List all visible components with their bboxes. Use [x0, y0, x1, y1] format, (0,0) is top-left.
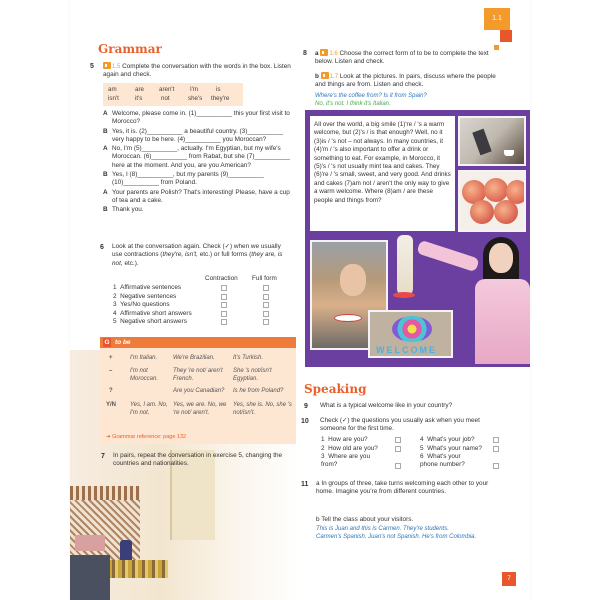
instruction-text: Choose the correct form of to be to complete the text below. Listen and check. [315, 50, 489, 66]
question-checkbox[interactable] [395, 437, 401, 443]
face [489, 243, 513, 273]
instruction-text: Look at the pictures. In pairs, discuss where the people and things are from. Listen and check. [315, 73, 496, 89]
word: she's [188, 95, 203, 102]
word: is [216, 86, 221, 93]
textbook-page [70, 0, 530, 600]
example-sentence-2: Carmen's Spanish. Juan's not Spanish. He's from Colombia. [316, 534, 477, 540]
woman-with-garland-photo [445, 235, 530, 367]
word: I'm [190, 86, 199, 93]
line-text[interactable]: No, I'm (5)__________, actually. I'm Egyptian, but my wife's Moroccan. (6)__________ from Rabat, but she (7)__________ here at the moment. And you, are you American? [112, 145, 290, 169]
item-number: 6 [420, 453, 424, 460]
part-label: a [315, 50, 319, 57]
question-checkbox[interactable] [493, 437, 499, 443]
question-item [321, 453, 373, 470]
row-symbol: + [109, 355, 113, 361]
apples-photo [458, 170, 526, 232]
full-form-checkbox[interactable] [263, 319, 269, 325]
question-item [420, 445, 482, 453]
word: isn't [108, 95, 119, 102]
garland-flower [393, 292, 415, 298]
example: Yes, she is. No, she 's not/isn't. [233, 402, 292, 416]
full-form-checkbox[interactable] [263, 302, 269, 308]
reading-text-box [310, 116, 455, 231]
row-symbol: ? [109, 388, 113, 394]
rangoli-text: WELCOME [376, 345, 437, 355]
example: We're Brazilian. [173, 355, 215, 361]
badge-decor-square [500, 30, 512, 42]
text: etc.) or full forms ( [197, 251, 252, 259]
row-label: Affirmative short answers [120, 309, 192, 317]
dialogue-line [103, 145, 293, 170]
exercise-11a: a In groups of three, take turns welcoming each other to your home. Imagine you're from different countries. [316, 480, 489, 496]
grammar-box [100, 337, 296, 444]
speaking-heading: Speaking [304, 382, 367, 396]
exercise-11b: b Tell the class about your visitors. [316, 516, 414, 523]
example-sentence-1: This is Juan and this is Carmen. They're students. [316, 526, 449, 532]
exercise-10-instruction: Check (✓) the questions you usually ask when you meet someone for the first time. [320, 417, 480, 433]
reading-text[interactable]: All over the world, a big smile (1)'re / 's a warm welcome, but (2)'s / is that enough? Well, no it (3)is / 's not – not always. In many countries, it (4)'m / 's also important to offer a drink or something to eat. For example, in Morocco, it (5)'s / 's not usually mint tea and cakes. They (6)'re / 's small, sweet, and very good. And drinks and cakes (7)am not / aren't the only way to give a warm welcome. Where (8)am / are these people and things from? [314, 121, 451, 204]
ex6-rows [113, 284, 283, 327]
full-form-checkbox[interactable] [263, 294, 269, 300]
dialogue-line [103, 171, 293, 188]
garland [397, 235, 413, 295]
exercise-8b [315, 72, 500, 90]
page-number: 7 [502, 572, 516, 586]
exercise-9-number: 9 [304, 403, 308, 410]
item-text: What's your phone number? [420, 453, 465, 469]
ex6-row [113, 293, 283, 302]
question-checkbox[interactable] [493, 463, 499, 469]
coffee-pot [472, 129, 491, 156]
reading-panel [305, 110, 530, 367]
row-number: 4 [113, 309, 117, 317]
example: Yes, we are. No, we 're not/ aren't. [173, 402, 227, 416]
contraction-checkbox[interactable] [221, 285, 227, 291]
row-number: 3 [113, 301, 117, 309]
exercise-8-number: 8 [303, 50, 307, 57]
track-number: 1.7 [329, 74, 339, 80]
line-text[interactable]: Welcome, please come in. (1)__________ this your first visit to Morocco? [112, 110, 290, 126]
apple [494, 200, 518, 224]
example: Yes, I am. No, I'm not. [130, 402, 168, 416]
speaker: A [103, 110, 108, 117]
row-number: 2 [113, 292, 117, 300]
coffee-pot-photo [458, 116, 526, 166]
text: they are, is not, [112, 251, 283, 267]
track-number: 1.6 [329, 51, 338, 57]
column-header-full-form: Full form [252, 275, 277, 282]
exercise-6-number: 6 [100, 244, 104, 251]
word: it's [135, 95, 143, 102]
grammar-box-header [100, 337, 296, 348]
speaker: A [103, 188, 108, 196]
exercise-8a [315, 49, 500, 67]
example: Is he from Poland? [233, 388, 284, 394]
item-number: 4 [420, 436, 424, 443]
ex6-row [113, 284, 283, 293]
audio-icon[interactable] [103, 62, 111, 69]
example-question: Where's the coffee from? Is it from Spain? [315, 93, 427, 99]
cushion-striped [108, 560, 168, 578]
full-form-checkbox[interactable] [263, 285, 269, 291]
question-checkbox[interactable] [493, 446, 499, 452]
audio-icon[interactable] [321, 72, 329, 79]
ex6-row [113, 310, 283, 319]
example: Are you Canadian? [173, 388, 225, 394]
unit-badge-label: 1.1 [492, 15, 502, 22]
full-form-checkbox[interactable] [263, 311, 269, 317]
example-answer: No, it's not. I think it's Italian. [315, 101, 391, 107]
ex6-row [113, 318, 283, 327]
question-checkbox[interactable] [395, 463, 401, 469]
item-text: How old are you? [328, 444, 378, 452]
lattice-top [70, 486, 140, 500]
word: aren't [159, 86, 175, 93]
grammar-reference-link[interactable]: ➔ Grammar reference: page 132 [106, 434, 187, 440]
line-text: Your parents are Polish? That's interesting! Please, have a cup of tea and a cake. [112, 188, 290, 204]
dialogue [103, 110, 293, 215]
item-text: What's your name? [427, 444, 482, 452]
apple [484, 178, 508, 202]
exercise-5-number: 5 [90, 63, 94, 70]
row-symbol: – [109, 368, 113, 374]
instruction-text: Complete the conversation with the words in the box. Listen again and check. [103, 63, 291, 79]
row-label: Yes/No questions [120, 301, 170, 309]
face [340, 264, 366, 296]
row-number: 1 [113, 284, 117, 291]
exercise-11-number: 11 [301, 481, 309, 488]
contraction-checkbox[interactable] [221, 311, 227, 317]
row-label: Negative sentences [120, 292, 177, 300]
question-item [321, 436, 368, 444]
item-number: 3 [321, 453, 325, 460]
dialogue-line [103, 110, 293, 127]
exercise-6-instruction [112, 243, 292, 268]
column-header-contraction: Contraction [205, 275, 238, 282]
pink-blouse [475, 279, 530, 364]
exercise-7-number: 7 [101, 453, 105, 460]
unit-badge [484, 8, 510, 30]
example: I'm not Moroccan. [130, 368, 159, 382]
question-item [321, 445, 378, 453]
word: they're [211, 95, 230, 102]
example: They 're not/ aren't French. [173, 368, 223, 382]
text: etc.). [122, 259, 139, 267]
dialogue-line [103, 206, 293, 214]
item-number: 2 [321, 444, 325, 452]
coffee-cup [504, 150, 514, 156]
dialogue-line [103, 189, 293, 206]
grammar-g-icon: G [104, 339, 110, 346]
apple [470, 200, 494, 224]
line-text[interactable]: Yes, I (8)__________, but my parents (9)__________ (10)__________ from Poland. [112, 171, 264, 187]
grammar-box-title: to be [115, 338, 131, 346]
example: I'm Italian. [130, 355, 158, 361]
speaker: B [103, 127, 108, 135]
text: Look at the conversation again. Check (✓) when we usually use contractions ( [112, 243, 281, 259]
question-item [420, 453, 478, 470]
row-symbol: Y/N [106, 402, 117, 408]
item-text: How are you? [328, 436, 368, 443]
contraction-checkbox[interactable] [221, 294, 227, 300]
example: She 's not/isn't Egyptian. [233, 368, 272, 382]
item-number: 1 [321, 436, 325, 443]
row-number: 5 [113, 318, 117, 326]
arm [416, 240, 479, 272]
word: am [108, 86, 117, 93]
example: It's Turkish. [233, 355, 264, 361]
item-text: What's your job? [427, 436, 475, 443]
contraction-checkbox[interactable] [221, 302, 227, 308]
lantern [120, 540, 132, 562]
exercise-5-instruction [103, 62, 293, 80]
text: they're, isn't, [162, 251, 198, 259]
question-checkbox[interactable] [395, 446, 401, 452]
word: are [135, 86, 144, 93]
cushion-pink [75, 535, 105, 551]
line-text: Thank you. [112, 206, 144, 214]
exercise-10-number: 10 [301, 418, 309, 425]
contraction-checkbox[interactable] [221, 319, 227, 325]
speaker: B [103, 171, 108, 179]
row-label: Negative short answers [120, 318, 187, 326]
ex10-question-list [321, 436, 511, 476]
audio-icon[interactable] [320, 49, 328, 56]
row-label: Affirmative sentences [120, 284, 182, 291]
welcome-rangoli-photo [368, 310, 453, 358]
dialogue-line [103, 128, 293, 145]
part-label: b [315, 73, 319, 80]
exercise-7-instruction: In pairs, repeat the conversation in exercise 5, changing the countries and nationalities. [113, 452, 283, 468]
speaker: B [103, 206, 108, 214]
word-box [103, 83, 243, 106]
track-number: 1.5 [112, 64, 121, 70]
line-text[interactable]: Yes, it is. (2)__________ a beautiful country. (3)__________ very happy to be here. (4)__________ you Moroccan? [112, 127, 283, 143]
sofa [70, 555, 110, 600]
saucer [334, 314, 362, 322]
item-number: 5 [420, 444, 424, 452]
question-item [420, 436, 475, 444]
exercise-9-text: What is a typical welcome like in your country? [320, 402, 453, 409]
grammar-heading: Grammar [98, 42, 162, 56]
ex6-row [113, 301, 283, 310]
item-text: Where are you from? [321, 453, 371, 469]
rangoli-pattern [392, 316, 432, 342]
word: not [161, 95, 170, 102]
speaker: A [103, 145, 108, 153]
